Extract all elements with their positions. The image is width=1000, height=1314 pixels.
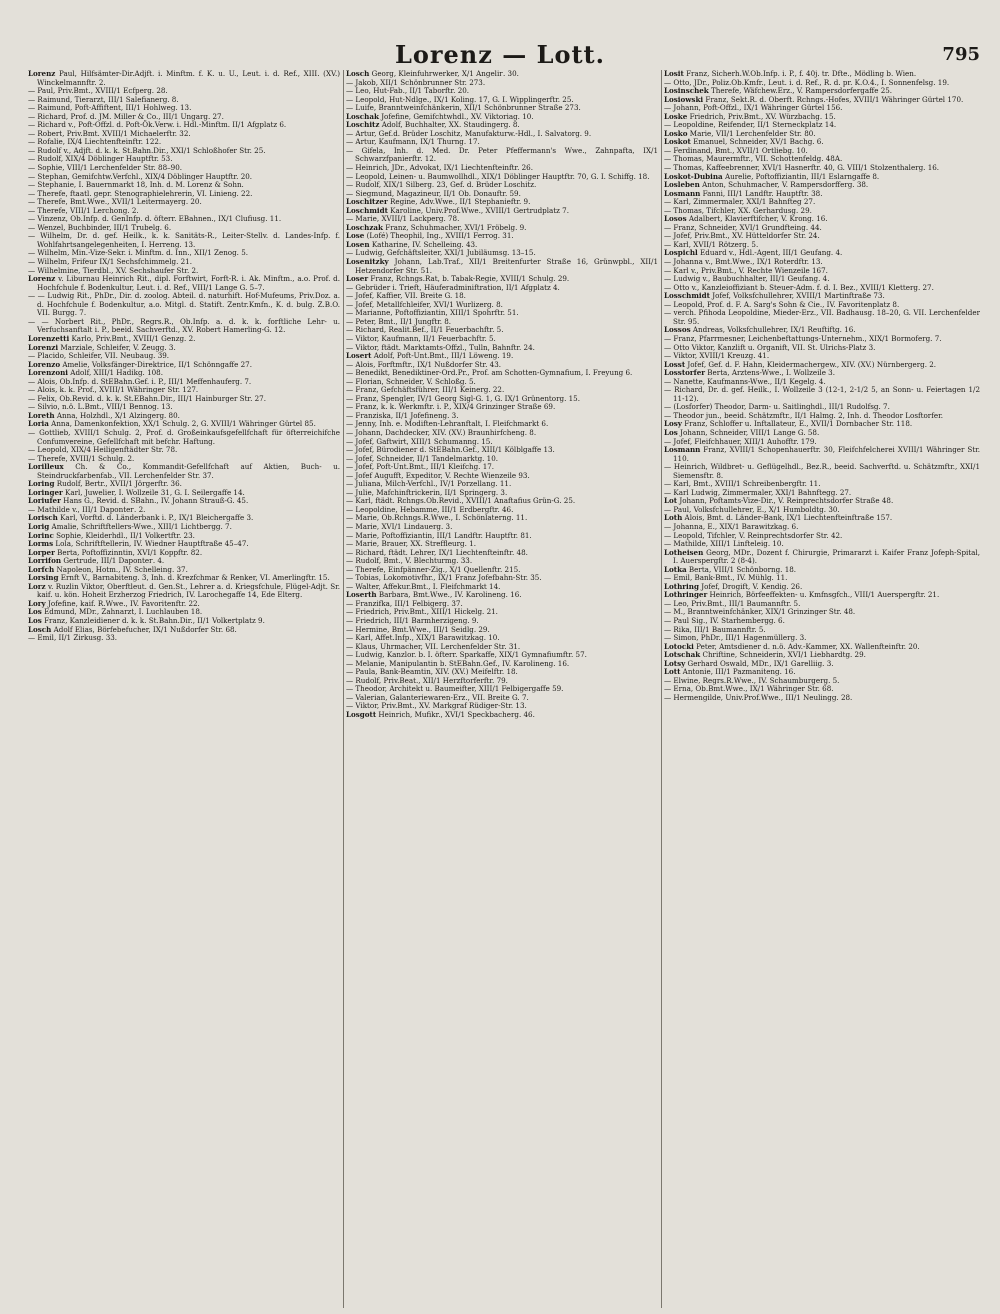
entry-text: — Johann, Dachdecker, XIV. (XV.) Braunhirfcheng. 8. — [346, 427, 537, 437]
entry-text: Karoline, Univ.Prof.Wwe., XVIII/1 Gertrudplatz 7. — [387, 205, 569, 215]
entry-text: Anna, Damenkonfektion, XX/1 Schulg. 2, G. XVIII/1 Währinger Gürtel 85. — [48, 419, 316, 429]
entry-surname: Losenitzky — [346, 257, 389, 267]
entry-surname: Lorz — [28, 581, 46, 591]
entry-text: — Therefe, Bmt.Wwe., XVII/1 Leitermayerg. 20. — [28, 197, 202, 207]
entry-text: — Ludwig, Gefchäftsleiter, XXI/1 Jubiläumsg. 13–15. — [346, 248, 536, 258]
entry-text: — Heinrich, Wildbret- u. Geflügelhdl., Bez.R., beeid. Sachverftd. u. Schätzmftr., XXI/1 Siemensftr. 8. — [664, 462, 980, 480]
page-title: Lorenz — Lott. — [395, 40, 605, 69]
entry-text: — Richard, Dr. d. gef. Heilk., I. Wollzeile 3 (12-1, 2-1/2 5, an Sonn- u. Feiertagen 1/2 11-12). — [664, 385, 980, 403]
entry-text: Napoleon, Hotm., IV. Schelleing. 37. — [54, 564, 188, 574]
entry-text: — Luife, Branntweinfchänkerin, XII/1 Schönbrunner Straße 273. — [346, 103, 581, 113]
entry-text: — Theodor jun., beeid. Schätzmftr., II/1 Halmg. 2, Inh. d. Theodor Losftorfer. — [664, 410, 943, 420]
entry-text: — Jakob, XII/1 Schönbrunner Str. 273. — [346, 77, 486, 87]
entry-text: — Thomas, Maurermftr., VII. Schottenfeldg. 48A. — [664, 154, 843, 164]
entry-text: — Rudolf, XIX/4 Döblinger Hauptftr. 53. — [28, 154, 173, 164]
entry-text: — Richard v., Poft-Offzl. d. Poft-Ök.Verw. i. Hdl.-Minftm. II/1 Afgplatz 6. — [28, 120, 287, 130]
entry-text: Georg, MDr., Dozent f. Chirurgie, Primararzt i. Kaifer Franz Jofeph-Spital, I. Auerspergftr. 2 (8-4). — [673, 547, 980, 566]
entry-text: Sophie, Kleiderhdl., II/1 Volkertftr. 23. — [53, 530, 195, 540]
entry-text: Karl, Juwelier, I. Wollzeile 31, G. I. Seilergaffe 14. — [62, 487, 245, 497]
entry-text: — Silvio, n.ö. L.Bmt., VIII/1 Bennog. 13. — [28, 402, 173, 412]
entry-text: — Marie, Ob.Rchngs.R.Wwe., I. Schönlaterng. 11. — [346, 513, 528, 523]
entry-text: Amalie, Schriftftellers-Wwe., XIII/1 Lichtbergg. 7. — [49, 521, 232, 531]
directory-entry — [346, 711, 658, 720]
entry-text: — Karl v., Priv.Bmt., V. Rechte Wienzeile 167. — [664, 265, 828, 275]
entry-text: Franz, Schuhmacher, XVI/1 Fröbelg. 9. — [382, 222, 527, 232]
directory-entry — [28, 429, 340, 446]
entry-text: — Therefe, XVIII/1 Schulg. 2. — [28, 453, 135, 463]
entry-surname: Lotheisen — [664, 547, 704, 557]
entry-text: Karlo, Priv.Bmt., XVIII/1 Genzg. 2. — [69, 333, 196, 343]
entry-text: Berta, Arztens-Wwe., I. Wollzeile 3. — [705, 368, 835, 378]
entry-text: — Jenny, Inh. e. Modiften-Lehranftalt, I. Fleifchmarkt 6. — [346, 419, 549, 429]
entry-text: Katharine, IV. Schelleing. 43. — [369, 239, 478, 249]
entry-text: — Leo, Hut-Fab., II/1 Taborftr. 20. — [346, 86, 470, 96]
entry-surname: Los — [28, 607, 42, 617]
entry-text: Anton, Schuhmacher, V. Rampersdorfferg. 38. — [699, 180, 869, 190]
entry-surname: Losert — [346, 351, 372, 361]
entry-surname: Lorper — [28, 547, 55, 557]
entry-text: Karl, Vorftd. d. Länderbank i. P., IX/1 Bleichergaffe 3. — [57, 513, 254, 523]
entry-text: — Alois, Forftmftr., IX/1 Nußdorfer Str. 43. — [346, 359, 502, 369]
entry-surname: Loskot — [664, 137, 691, 147]
entry-text: — Rudolf, Priv.Beat., XII/1 Herzftorferftr. 79. — [346, 675, 508, 685]
entry-surname: Lorfch — [28, 564, 55, 574]
entry-surname: Lorenz — [28, 70, 56, 78]
entry-text: — verch. Pfihoda Leopoldine, Mieder-Erz., VII. Badhausg. 18–20, G. VII. Lerchenfelder Str. 95. — [664, 308, 980, 326]
entry-text: — Jofef, Bürodiener d. StEBahn.Gef., XIII/1 Kölblgaffe 13. — [346, 445, 555, 455]
entry-text: Franz, XVIII/1 Schopenhauerftr. 30, Fleifchfelcherei XVIII/1 Währinger Str. 110. — [673, 445, 980, 463]
entry-text: — Otto v., Kanzleioffiziant b. Steuer-Adm. f. d. I. Bez., XVIII/1 Kletterg. 27. — [664, 282, 934, 292]
column-divider — [661, 70, 662, 1308]
entry-surname: Lory — [28, 598, 46, 608]
entry-text: — Valerian, Galanteriewaren-Erz., VII. Breite G. 7. — [346, 692, 529, 702]
entry-text: — Viktor, ftädt. Marktamts-Offzl., Tulln, Bahnftr. 24. — [346, 342, 535, 352]
entry-text: — Siegmund, Magazineur, II/1 Ob. Donauftr. 59. — [346, 188, 521, 198]
entry-text: — Jofef, Poft-Unt.Bmt., III/1 Kleifchg. 17. — [346, 462, 495, 472]
entry-surname: Lorilleux — [28, 462, 64, 472]
entry-text: — Artur, Gef.d. Brüder Loschitz, Manufakturw.-Hdl., I. Salvatorg. 9. — [346, 128, 592, 138]
entry-text: — Marie, Brauer, XX. Streffleurg. 1. — [346, 539, 476, 549]
entry-text: Berta, Poftoffizinntin, XVI/1 Koppftr. 82. — [54, 547, 203, 557]
entry-text: Antonie, III/1 Pazmaniteng. 16. — [680, 667, 796, 677]
entry-text: — Wenzel, Buchbinder, III/1 Trubelg. 6. — [28, 222, 172, 232]
entry-text: — Leopold, Prof. d. F. A. Sarg's Sohn & Cie., IV. Favoritenplatz 8. — [664, 299, 900, 309]
directory-entry — [346, 258, 658, 275]
entry-text: Franz, Schloffer u. Inftallateur, E., XVII/1 Dornbacher Str. 118. — [681, 419, 913, 429]
entry-text: — Jofef, Priv.Bmt., XV. Hütteldorfer Str. 24. — [664, 231, 820, 241]
entry-text: — Otto Viktor, Kanzlift u. Organift, VII. St. Ulrichs-Platz 3. — [664, 342, 876, 352]
entry-text: — Rudolf, XIX/1 Silberg. 23, Gef. d. Brüder Loschitz. — [346, 180, 537, 190]
entry-text: — Karl, Zimmermaler, XXI/1 Bahnfteg 27. — [664, 197, 816, 207]
entry-text: — Karl Ludwig, Zimmermaler, XXI/1 Bahnftegg. 27. — [664, 487, 852, 497]
entry-text: — Theodor, Architekt u. Baumeifter, XIII/1 Felbigergaffe 59. — [346, 684, 564, 694]
entry-text: — Rudolf v., Adjft. d. k. k. St.Bahn.Dir., XXI/1 Schloßhofer Str. 25. — [28, 145, 266, 155]
entry-text: — Mathilde v., III/1 Dapontег. 2. — [28, 504, 146, 514]
entry-text: — Leopold, Tifchler, V. Reinprechtsdorfer Str. 42. — [664, 530, 843, 540]
entry-text: — Peter, Bmt., II/1 Jungftr. 8. — [346, 316, 452, 326]
entry-text: — Friedrich, III/1 Barmherzigeng. 9. — [346, 616, 479, 625]
entry-surname: Lorenzo — [28, 359, 61, 369]
entry-text: — Elwine, Regrs.R.Wwe., IV. Schaumburgerg. 5. — [664, 675, 840, 685]
entry-text: Marie, VII/1 Lerchenfelder Str. 80. — [687, 128, 816, 138]
entry-surname: Lotsy — [664, 658, 686, 668]
entry-text: — Rudolf, Bmt., V. Blechturmg. 33. — [346, 556, 473, 566]
directory-entry — [664, 386, 980, 403]
entry-text: Friedrich, Priv.Bmt., XV. Würzbachg. 15. — [687, 111, 836, 121]
entry-text: — Alois, Ob.Infp. d. StEBahn.Gef. i. P., III/1 Meffenhauferg. 7. — [28, 376, 252, 386]
column-3 — [664, 70, 980, 1308]
entry-text: Jofef, Gef. d. F. Hahn, Kleidermachergew., XIV. (XV.) Nürnbergerg. 2. — [685, 359, 937, 369]
entry-text: — Karl, XVII/1 Rötzerg. 5. — [664, 239, 759, 249]
entry-text: — Leopold, Hut-Ndlge., IX/1 Koling. 17, G. I. Wipplingerftr. 25. — [346, 94, 574, 104]
entry-text: — Johanna, E., XIX/1 Barawitzkag. 6. — [664, 521, 799, 531]
entry-text: Chriftine, Schneiderin, XVI/1 Liebhardtg. 29. — [700, 650, 866, 660]
entry-text: — M., Branntweinfchänker, XIX/1 Grinzinger Str. 48. — [664, 607, 856, 617]
entry-text: — Tobias, Lokomotivfhr., IX/1 Franz Jofefbahn-Str. 35. — [346, 573, 542, 583]
entry-surname: Loserth — [346, 590, 377, 600]
entry-surname: Losiowski — [664, 94, 704, 104]
entry-text: — Richard, ftädt. Lehrer, IX/1 Liechtenfteinftr. 48. — [346, 547, 528, 557]
entry-text: — Paul, Volksfchullehrer, E., X/1 Humboldtg. 30. — [664, 504, 840, 514]
entry-text: Franz, Kanzleidiener d. k. k. St.Bahn.Dir., II/1 Volkertplatz 9. — [41, 616, 265, 625]
entry-text: Anna, Holzhdl., X/1 Alzingerg. 80. — [54, 410, 180, 420]
entry-text: Franz, Sicherh.W.Ob.Infp. i. P., f. 40j. tr. Dfte., Mödling b. Wien. — [683, 70, 917, 78]
entry-surname: Lott — [664, 667, 681, 677]
entry-text: — Wilhelm, Frifeur IX/1 Sechsfchimmelg. 21. — [28, 257, 192, 267]
entry-surname: Losst — [664, 359, 686, 369]
entry-text: — Marie, XVIII/1 Lackperg. 78. — [346, 214, 460, 224]
directory-entry — [28, 634, 340, 643]
entry-text: Hans G., Revid. d. SBahn., IV. Johann Strauß-G. 45. — [60, 496, 249, 506]
entry-text: — Gebrüder i. Trieft, Häuferadminiftration, II/1 Afgplatz 4. — [346, 282, 560, 292]
entry-text: — Hermengilde, Univ.Prof.Wwe., III/1 Neulingg. 28. — [664, 692, 853, 702]
entry-surname: Loring — [28, 479, 55, 489]
entry-text: — Leopold, Leinen- u. Baumwollhdl., XIX/1 Döblinger Hauptftr. 70, G. I. Schiffg. 18. — [346, 171, 650, 181]
entry-surname: Lorenzi — [28, 342, 59, 352]
entry-surname: Lorsing — [28, 573, 59, 583]
entry-surname: Lossos — [664, 325, 691, 335]
entry-text: — Johann, Poft-Offzl., IX/1 Währinger Gürtel 156. — [664, 103, 843, 113]
entry-surname: Los — [664, 427, 678, 437]
entry-text: — Mathilde, XIII/1 Linfteleig. 10. — [664, 539, 784, 549]
entry-text: Jofefine, Gemifchtwhdl., XV. Viktoriag. 10. — [378, 111, 534, 121]
entry-text: — Johanna v., Bmt.Wwe., IX/1 Roterdftr. 13. — [664, 257, 823, 267]
entry-text: — Franz, k. k. Werkmftr. i. P., XIX/4 Grinzinger Straße 69. — [346, 402, 556, 412]
entry-text: — Friedrich, Priv.Bmt., XIII/1 Hickelg. 21. — [346, 607, 498, 617]
entry-text: — — Ludwig Rit., PhDr., Dir. d. zoolog. Abteil. d. naturhift. Hof-Mufeums, Priv.Doz. a. d. Hochfchule f. Bodenkultur, a.o. Mitgl. d. Statift. Zentr.Kmfn., K. d. bulg. Z.B.O. VII. Burgg. 7. — [28, 291, 340, 318]
entry-surname: Lose — [346, 231, 365, 241]
entry-text: — Juliana, Milch-Verfchl., IV/1 Porzellang. 11. — [346, 479, 512, 489]
entry-text: Franz, Rchngs.Rat, b. Tabak-Regie, XVIII/1 Schulg. 29. — [368, 274, 570, 284]
entry-surname: Loske — [664, 111, 688, 121]
entry-surname: Lorenzoni — [28, 368, 69, 378]
entry-text: Lola, Schriftftellerin, IV. Wiedner Hauptftraße 45–47. — [53, 539, 249, 549]
entry-text: — Jofef, Schneider, II/1 Tandelmarktg. 10. — [346, 453, 499, 463]
entry-surname: Lorig — [28, 521, 50, 531]
entry-surname: Loreth — [28, 410, 55, 420]
entry-surname: Loschitz — [346, 120, 380, 130]
entry-text: — Hermine, Bmt.Wwe., III/1 Seidlg. 29. — [346, 624, 490, 634]
entry-text: — Emil, II/1 Zirkusg. 33. — [28, 633, 118, 643]
entry-text: — Florian, Schneider, V. Schloßg. 5. — [346, 376, 476, 386]
entry-surname: Lotocki — [664, 641, 694, 651]
entry-text: — Viktor, Priv.Bmt., XV. Markgraf Rüdiger-Str. 13. — [346, 701, 527, 711]
entry-surname: Lorisch — [28, 513, 58, 523]
directory-entry — [28, 463, 340, 480]
entry-text: — (Losforfer) Theodor, Darm- u. Saitlinghdl., III/1 Rudolfsg. 7. — [664, 402, 890, 412]
entry-text: — Simon, PhDr., III/1 Hagenmüllerg. 3. — [664, 633, 807, 643]
entry-surname: Loria — [28, 419, 49, 429]
entry-text: Franz, Sekt.R. d. Oberft. Rchngs.-Hofes, XVIII/1 Währinger Gürtel 170. — [703, 94, 964, 104]
directory-entry — [28, 318, 340, 335]
entry-surname: Lorenz — [28, 274, 56, 284]
directory-entry — [664, 309, 980, 326]
directory-entry — [28, 583, 340, 600]
entry-text: — Stephan, Gemifchtw.Verfchl., XIX/4 Döblinger Hauptftr. 20. — [28, 171, 253, 181]
entry-text: — Gifela, Inh. d. Med. Dr. Peter Pfeffermann's Wwe., Zahnpafta, IX/1 Schwarzfpanierftr. 12. — [346, 145, 658, 164]
entry-text: Barbara, Bmt.Wwe., IV. Karolineng. 16. — [376, 590, 522, 600]
entry-text: — Thomas, Kaffeebrenner, XVI/1 Hasnerftr. 40, G. VIII/1 Stolzenthalerg. 16. — [664, 163, 940, 173]
entry-text: — Erna, Ob.Bmt.Wwe., IX/1 Währinger Str. 68. — [664, 684, 834, 694]
entry-text: Emanuel, Schneider, XV/1 Bachg. 6. — [690, 137, 824, 147]
entry-surname: Lorenzetti — [28, 333, 70, 343]
entry-text: Paul, Hilfsämter-Dir.Adjft. i. Minftm. f. K. u. U., Leut. i. d. Ref., XIII. (XV.) Winckelmannftr. 2. — [37, 70, 340, 87]
entry-text: Peter, Amtsdiener d. n.ö. Adv.-Kammer, XX. Wallenfteinftr. 20. — [693, 641, 920, 651]
entry-text: Gerhard Oswald, MDr., IX/1 Garelliig. 3. — [685, 658, 834, 668]
page-number: 795 — [942, 44, 980, 65]
entry-text: — Viktor, XVIII/1 Kreuzg. 41. — [664, 351, 770, 361]
entry-text: v. Ruzlin Viktor, Oberftleut. d. Gen.St., Lehrer a. d. Kriegsfchule, Flügel-Adjt. Sr. kaif. u. kön. Hoheit Erzherzog Friedrich, IV. Larochegaffe 14, Ede Elterg. — [37, 581, 340, 600]
entry-text: Georg, Kleinfuhrwerker, X/1 Angeliг. 30. — [369, 70, 519, 78]
entry-text: — Richard, Realit.Bef., II/1 Feuerbachftr. 5. — [346, 325, 504, 335]
entry-text: — Gottlieb, XVIII/1 Schulg. 2, Prof. d. Großeinkaufsgefellfchaft für öfterreichifche Confumvereine, Gefellfchaft mit befchr. Haftung. — [28, 427, 340, 446]
entry-text: — Paul, Priv.Bmt., XVIII/1 Ecfperg. 28. — [28, 86, 168, 96]
entry-text: — Leopold, XIX/4 Heiligenftädter Str. 78. — [28, 445, 178, 455]
entry-text: Jofefine, kaif. R.Wwe., IV. Favoritenftr. 22. — [45, 598, 200, 608]
entry-text: — Viktor, Kaufmann, II/1 Feuerbachftr. 5. — [346, 333, 496, 343]
entry-text: — Ludwig, Kanzlor. b. I. öfterr. Sparkaffe, XIX/1 Gymnafiumftr. 57. — [346, 650, 587, 660]
entry-text: — Otto, JDr., Poliz.Ob.Kmfr., Leut. i. d. Ref., R. d. pr. K.O.4., I. Sonnenfelsg. 19. — [664, 77, 950, 87]
entry-text: Marziale, Schleifer, V. Zeugg. 3. — [58, 342, 176, 352]
entry-text: — Leo, Priv.Bmt., III/1 Baumannftr. 5. — [664, 598, 801, 608]
entry-text: — Benedikt, Benediktiner-Ord.Pr., Prof. am Schotten-Gymnafium, I. Freyung 6. — [346, 368, 633, 378]
entry-surname: Loschzak — [346, 222, 383, 232]
entry-surname: Lothringer — [664, 590, 708, 600]
entry-text: Adalbert, Klavierftifcher, V. Krong. 16. — [686, 214, 828, 224]
entry-surname: Losos — [664, 214, 687, 224]
entry-text: — Emil, Bank-Bmt., IV. Mühlg. 11. — [664, 573, 788, 583]
entry-text: — Julie, Mafchinftrickerin, II/1 Springerg. 3. — [346, 487, 508, 497]
entry-surname: Losmann — [664, 188, 701, 198]
column-1 — [28, 70, 340, 1308]
directory-entry — [346, 147, 658, 164]
directory-entry — [28, 232, 340, 249]
entry-text: Jofef, Drogift, V. Kendig. 26. — [698, 581, 803, 591]
entry-text: Heinrich, Mufikr., XVI/1 Speckbacherg. 46. — [376, 710, 535, 720]
entry-surname: Loringer — [28, 487, 63, 497]
directory-entry — [664, 549, 980, 566]
page-header — [0, 40, 1000, 74]
entry-text: — Jofef, Gaftwirt, XIII/1 Schumanng. 15. — [346, 436, 493, 446]
entry-surname: Los — [28, 616, 42, 625]
entry-surname: Losschmidt — [664, 291, 710, 301]
entry-text: Jofef, Volksfchullehrer, XVIII/1 Martinftraße 73. — [709, 291, 885, 301]
entry-text: Fanni, III/1 Landftr. Hauptftr. 38. — [700, 188, 823, 198]
entry-surname: Losen — [346, 239, 370, 249]
entry-text: — Therefe, VIII/1 Lerchong. 2. — [28, 205, 139, 215]
entry-text: — Franz, Schneider, XVI/1 Grundfteing. 44. — [664, 222, 822, 232]
entry-text: — Richard, Prof. d. JM. Miller & Co., III/1 Ungarg. 27. — [28, 111, 224, 121]
entry-text: — Ludwig v., Baubuchhalter, III/1 Geufang. 4. — [664, 274, 830, 284]
entry-text: — Robert, Priv.Bmt. XVIII/1 Michaelerftr. 32. — [28, 128, 191, 138]
directory-entry — [28, 70, 340, 87]
entry-text: Adolf, Buchhalter, XX. Staudingerg. 8. — [379, 120, 520, 130]
directory-entry — [28, 275, 340, 292]
entry-text: — Thomas, Tifchler, XX. Gerhardusg. 29. — [664, 205, 812, 215]
entry-text: — Raimund, Tierarzt, III/1 Salefianerg. 8. — [28, 94, 179, 104]
entry-text: Rudolf, Bertr., XVII/1 Jörgerftr. 36. — [54, 479, 182, 489]
entry-surname: Losit — [664, 70, 684, 78]
entry-text: — Franz, Pfarrmesner, Leichenbeftattungs-Unternehm., XIX/1 Bormoferg. 7. — [664, 333, 942, 343]
entry-text: — Felix, Ob.Revid. d. k. k. St.EBahn.Dir., III/1 Hainburger Str. 27. — [28, 393, 266, 403]
entry-text: — Rofalie, IX/4 Liechtenfteinftr. 122. — [28, 137, 162, 147]
entry-surname: Lot — [664, 496, 678, 506]
entry-text: (Lofé) Theophil, Ing., XVIII/1 Ferrog. 31. — [364, 231, 514, 241]
entry-text: — Karl, Affet.Infp., XIX/1 Barawitzkag. 10. — [346, 633, 500, 643]
entry-text: — Klaus, Uhrmacher, VII. Lerchenfelder Str. 31. — [346, 641, 521, 651]
entry-surname: Loriufer — [28, 496, 61, 506]
entry-text: Edmund, MDr., Zahnarzt, I. Luchlauben 18. — [41, 607, 203, 617]
entry-text: — Franziska, II/1 Jofefineng. 3. — [346, 410, 459, 420]
entry-text: — Franz, Gefchäftsführer, III/1 Keinerg. 22. — [346, 385, 505, 395]
entry-surname: Losstorfer — [664, 368, 706, 378]
entry-text: — Jofef, Metallfchleifer, XVI/1 Wurlizerg. 8. — [346, 299, 503, 309]
entry-text: Alois, Bmt. d. Länder-Bank, IX/1 Liechtenfteinftraße 157. — [682, 513, 893, 523]
entry-surname: Lorrifon — [28, 556, 62, 566]
entry-text: — Leopoldine, Reifender, II/1 Sterneckplatz 14. — [664, 120, 837, 130]
entry-text: Adolf, XIII/1 Hadikg. 108. — [68, 368, 163, 378]
entry-text: — Jofef Augufft, Expeditor, V. Rechte Wienzeile 93. — [346, 470, 530, 480]
entry-surname: Loschitzer — [346, 197, 388, 207]
entry-text: v. Liburnau Heinrich Rit., dipl. Forftwirt, Forft-R. i. Ak. Minftm., a.o. Prof. d. Hochfchule f. Bodenkultur, Leut. i. d. Ref., VIII/1 Lange G. 5–7. — [37, 274, 340, 292]
entry-text: — Sophie, VIII/1 Lerchenfelder Str. 88–90. — [28, 163, 183, 173]
entry-text: — Paul Sig., IV. Starhembergg. 6. — [664, 616, 785, 625]
entry-text: — Marie, XVI/1 Lindauerg. 3. — [346, 521, 453, 531]
entry-text: Gertrude, III/1 Dapontег. 4. — [61, 556, 165, 566]
entry-text: — Franzifka, III/1 Felbigerg. 37. — [346, 598, 463, 608]
entry-text: Ernft V., Barnabiteng. 3, Inh. d. Krezfchmar & Renker, VI. Amerlingftr. 15. — [58, 573, 330, 583]
entry-text: — Karl, Bmt., XVIII/1 Schreibenbergftr. 11. — [664, 479, 821, 489]
entry-surname: Losgott — [346, 710, 377, 720]
entry-surname: Lorms — [28, 539, 54, 549]
entry-text: — Nanette, Kaufmanns-Wwe., II/1 Kegelg. 4. — [664, 376, 826, 386]
entry-text: — Wilhelm, Min.-Vize-Sekr. i. Minftm. d. Inn., XII/1 Zenog. 5. — [28, 248, 249, 258]
entry-surname: Loschmidt — [346, 205, 388, 215]
entry-text: — Stephanie, I. Bauernmarkt 18, Inh. d. M. Lorenz & Sohn. — [28, 180, 244, 190]
entry-text: — Jofef, Kaffier, VII. Breite G. 18. — [346, 291, 466, 301]
entry-surname: Lotschak — [664, 650, 701, 660]
entry-text: — Franz, Spengler, IV/1 Georg Sigl-G. 1, G. IX/1 Grünentorg. 15. — [346, 393, 580, 403]
entry-surname: Loser — [346, 274, 369, 284]
entry-text: — Alois, k. k. Prof., XVIII/1 Währinger Str. 127. — [28, 385, 199, 395]
entry-text: Berta, VIII/1 Schönborng. 18. — [686, 564, 797, 574]
entry-surname: Losmann — [664, 445, 701, 455]
entry-text: Adolf Elias, Börfebefucher, IX/1 Nußdorfer Str. 68. — [51, 624, 237, 634]
entry-text: — Paula, Bank-Beamtin, XIV. (XV.) Meifelftr. 18. — [346, 667, 518, 677]
entry-surname: Lospichl — [664, 248, 698, 258]
entry-text: — Therefe, Einfpänner-Zig., X/1 Quellenftr. 215. — [346, 564, 521, 574]
entry-text: Andreas, Volksfchullehrer, IX/1 Reuftiftg. 16. — [690, 325, 856, 335]
entry-text: Regine, Adv.Wwe., II/1 Stephanieftr. 9. — [387, 197, 531, 207]
entry-text: — Jofef, Fleifchhauer, XIII/1 Auhofftr. 179. — [664, 436, 817, 446]
entry-text: — Leopoldine, Hebamme, III/1 Erdbergftr. 46. — [346, 504, 514, 514]
entry-text: — Marie, Poftoffiziantin, III/1 Landftr. Hauptftr. 81. — [346, 530, 532, 540]
entry-text: Heinrich, Börfeeffekten- u. Kmfnsgfch., VIII/1 Auerspergftr. 21. — [707, 590, 940, 600]
entry-surname: Loth — [664, 513, 683, 523]
entry-text: — Wilhelm, Dr. d. gef. Heilk., k. k. Sanitäts-R., Leiter-Stellv. d. Landes-Infp. f. Wohlfahrtsangelegenheiten, I. Herreng. 13. — [28, 231, 340, 249]
entry-text: — Artur, Kaufmann, IX/1 Thurng. 17. — [346, 137, 480, 147]
entry-surname: Lothring — [664, 581, 699, 591]
entry-text: — Marianne, Poftoffiziantin, XIII/1 Spohrftr. 51. — [346, 308, 519, 318]
entry-surname: Losinschek — [664, 86, 709, 96]
entry-surname: Lotka — [664, 564, 687, 574]
entry-surname: Losleben — [664, 180, 700, 190]
entry-text: Therefe, Wäfchew.Erz., V. Rampersdorfergaffe 25. — [708, 86, 893, 96]
entry-text: Johann, Lab.Traf., XII/1 Breitenfurter Straße 16, Grünwpbl., XII/1 Hetzendorfer Str. 51. — [355, 257, 658, 275]
column-2 — [346, 70, 658, 1308]
entry-surname: Losy — [664, 419, 682, 429]
entry-text: Ch. & Co., Kommandit-Gefellfchaft auf Aktien, Buch- u. Steindruckfarbenfab., VII. Lerchenfelder Str. 37. — [37, 462, 340, 480]
entry-surname: Losko — [664, 128, 688, 138]
entry-text: — Walter, Affekur.Bmt., I. Fleifchmarkt 14. — [346, 581, 501, 591]
entry-surname: Losch — [28, 624, 52, 634]
entry-surname: Lorinc — [28, 530, 54, 540]
entry-text: Amelie, Volksfänger-Direktrice, II/1 Schönngaffe 27. — [60, 359, 252, 369]
entry-text: — Ferdinand, Bmt., XVII/1 Ortliebg. 10. — [664, 145, 808, 155]
entry-text: — Vinzenz, Ob.Infp. d. GenInfp. d. öfterr. EBahnen., IX/1 Clufiusg. 11. — [28, 214, 282, 224]
entry-surname: Loskot-Dubina — [664, 171, 723, 181]
entry-text: — Wilhelmine, Tierdbl., XV. Sechshaufer Str. 2. — [28, 265, 199, 275]
entry-surname: Losch — [346, 70, 370, 78]
directory-entry — [664, 463, 980, 480]
entry-text: Aurelie, Poftoffiziantin, III/1 Eslarngaffe 8. — [722, 171, 880, 181]
entry-text: Eduard v., Hdl.-Agent, III/1 Geufang. 4. — [697, 248, 843, 258]
column-divider — [343, 70, 344, 1308]
entry-text: — Karl, ftädt. Rchngs.Ob.Revid., XVIII/1 Anaftafius Grün-G. 25. — [346, 496, 576, 506]
entry-text: — Melanie, Manipulantin b. StEBahn.Gef., IV. Karolineng. 16. — [346, 658, 570, 668]
entry-text: Adolf, Poft-Unt.Bmt., III/1 Löweng. 19. — [371, 351, 514, 361]
entry-text: Johann, Poftamts-Vize-Dir., V. Reinprechtsdorfer Straße 48. — [677, 496, 894, 506]
entry-text: — — Norbert Rit., PhDr., Regrs.R., Ob.Infp. a. d. k. k. forftliche Lehr- u. Verfuchsanftalt i. P., beeid. Sachverftd., XV. Robert Hamerling-G. 12. — [28, 316, 340, 335]
entry-text: — Rika, III/1 Baumannftr. 5. — [664, 624, 766, 634]
directory-entry — [664, 694, 980, 703]
entry-text: — Raimund, Poft-Affiftent, III/1 Hohlweg. 13. — [28, 103, 192, 113]
directory-entry — [664, 446, 980, 463]
directory-entry — [28, 292, 340, 318]
entry-surname: Loschak — [346, 111, 379, 121]
entry-text: Johann, Schneider, VIII/1 Lange G. 58. — [677, 427, 820, 437]
entry-text: — Heinrich, JDr., Advokat, IX/1 Liechtenfteinftr. 26. — [346, 163, 533, 173]
entry-text: — Therefe, ftaatl. gepr. Stenographielehrerin, VI. Linieng. 22. — [28, 188, 253, 198]
entry-text: — Placido, Schleifer, VII. Neubaug. 39. — [28, 351, 170, 361]
directory-columns — [28, 70, 980, 1308]
